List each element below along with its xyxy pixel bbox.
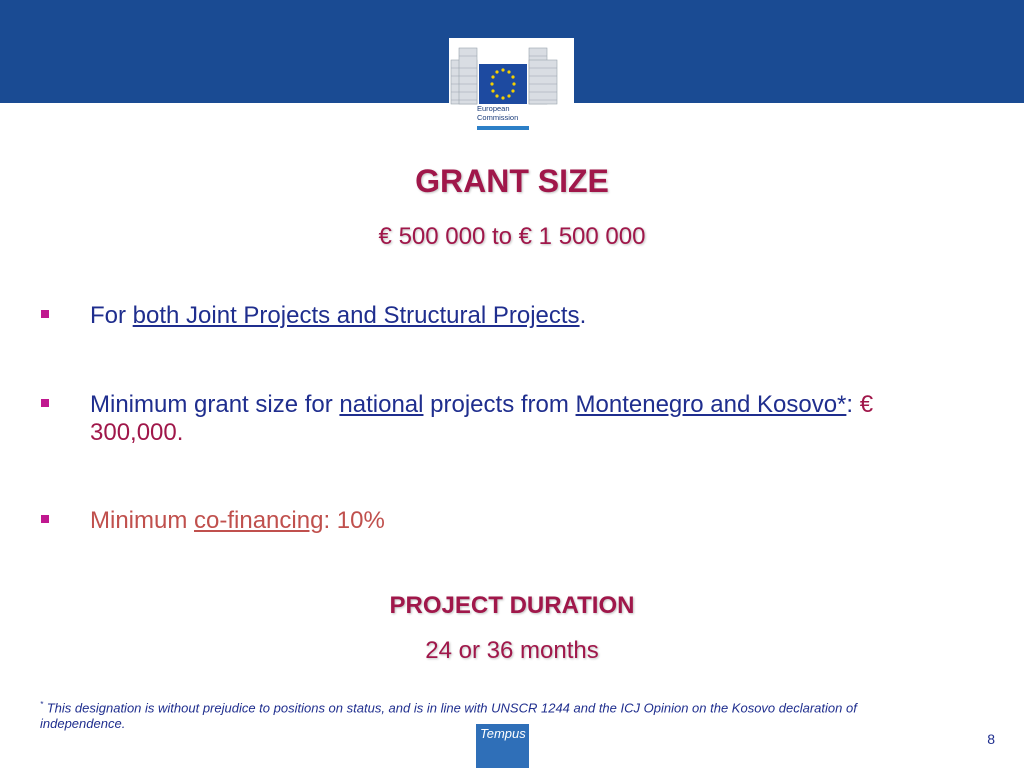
joint-structural-projects-link[interactable]: both Joint Projects and Structural Projects: [132, 302, 580, 329]
tempus-label: Tempus: [480, 726, 526, 741]
logo-line-1: European: [477, 104, 510, 113]
footnote-marker: *: [40, 700, 44, 709]
co-financing-link[interactable]: co-financing: [194, 507, 324, 534]
page-number: 8: [987, 731, 995, 747]
bullet-marker-3: [41, 515, 49, 523]
project-duration-value: 24 or 36 months: [425, 637, 599, 664]
logo-underline: [477, 126, 529, 130]
bullet-marker-2: [41, 399, 49, 407]
bullet-3-prefix: Minimum: [90, 507, 195, 534]
bullet-3: [90, 507, 950, 535]
bullet-1-suffix: .: [579, 302, 587, 329]
minimum-grant-value: € 300,000.: [90, 391, 874, 446]
national-link[interactable]: national: [339, 391, 424, 418]
slide-title: GRANT SIZE: [415, 163, 609, 199]
footnote-text: This designation is without prejudice to positions on status, and is in line with UNSCR 1244 and the ICJ Opinion on the Kosovo declaration of independence.: [40, 700, 857, 732]
logo-text: [477, 104, 557, 122]
bullet-2-middle: projects from: [423, 391, 576, 418]
bullet-2-prefix: Minimum grant size for: [90, 391, 340, 418]
bullet-1: [90, 302, 950, 330]
project-duration-heading: PROJECT DURATION: [389, 592, 635, 619]
logo-line-2: Commission: [477, 113, 519, 122]
grant-range: € 500 000 to € 1 500 000: [378, 223, 646, 250]
bullet-1-prefix: For: [90, 302, 133, 329]
bullet-2-colon: :: [846, 391, 860, 418]
bullet-3-suffix: : 10%: [323, 507, 385, 534]
bullet-2: [90, 391, 890, 447]
bullet-marker-1: [41, 310, 49, 318]
european-commission-logo: [449, 38, 574, 108]
montenegro-kosovo-link[interactable]: Montenegro and Kosovo*: [575, 391, 847, 418]
